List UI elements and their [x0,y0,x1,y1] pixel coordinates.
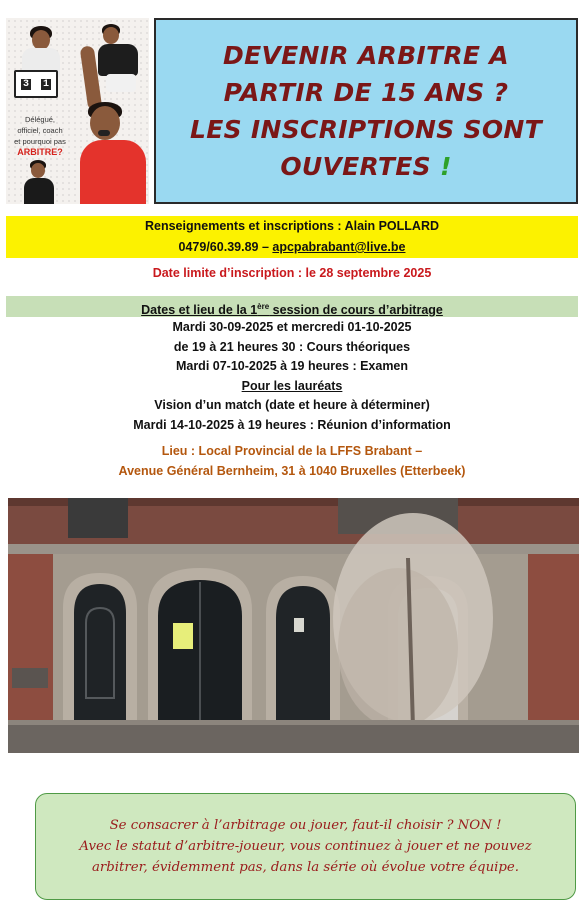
title-line: LES INSCRIPTIONS SONT [190,115,542,144]
laureates-line: Mardi 14-10-2025 à 19 heures : Réunion d’information [133,417,451,432]
contact-name: Renseignements et inscriptions : Alain POLLARD [144,219,440,233]
title-line: OUVERTES ! [280,152,452,181]
title-line: PARTIR DE 15 ANS ? [223,78,509,107]
arbitre-joueur-note [35,793,576,900]
building-photo [8,498,579,753]
laureates-heading: Pour les lauréats [241,378,343,393]
contact-phone-email [6,237,578,258]
contact-band [6,216,578,258]
session-line: de 19 à 21 heures 30 : Cours théoriques [173,339,411,354]
promo-caption: Délégué, officiel, coach et pourquoi pas ARBITRE? [14,115,66,157]
quote-line: arbitrer, évidemment pas, dans la série où évolue votre équipe. [92,860,519,875]
session-details [6,318,578,435]
laureates-line: Vision d’un match (date et heure à déterminer) [154,398,430,412]
session-heading: Dates et lieu de la 1ère session de cours d’arbitrage [6,296,578,317]
contact-email-link[interactable]: apcpabrabant@live.be [272,240,406,254]
deadline-text: Date limite d’inscription : le 28 septembre 2025 [152,266,432,280]
title-box [154,18,578,204]
location-line: Avenue Général Bernheim, 31 à 1040 Bruxelles (Etterbeek) [118,464,466,478]
quote-line: Avec le statut d’arbitre-joueur, vous continuez à jouer et ne pouvez [79,839,532,854]
title-exclamation: ! [439,152,452,181]
location-text [6,441,578,481]
session-line: Mardi 30-09-2025 et mercredi 01-10-2025 [172,320,412,334]
quote-line: Se consacrer à l’arbitrage ou jouer, faut-il choisir ? NON ! [109,818,502,833]
building-facade [8,498,579,753]
scoreboard: 3 1 [14,70,58,98]
title-line: DEVENIR ARBITRE A [223,41,509,70]
contact-phone: 0479/60.39.89 – [178,240,269,254]
session-line: Mardi 07-10-2025 à 19 heures : Examen [175,359,409,373]
location-line: Lieu : Local Provincial de la LFFS Brabant – [161,444,423,458]
promo-photo [6,18,149,204]
